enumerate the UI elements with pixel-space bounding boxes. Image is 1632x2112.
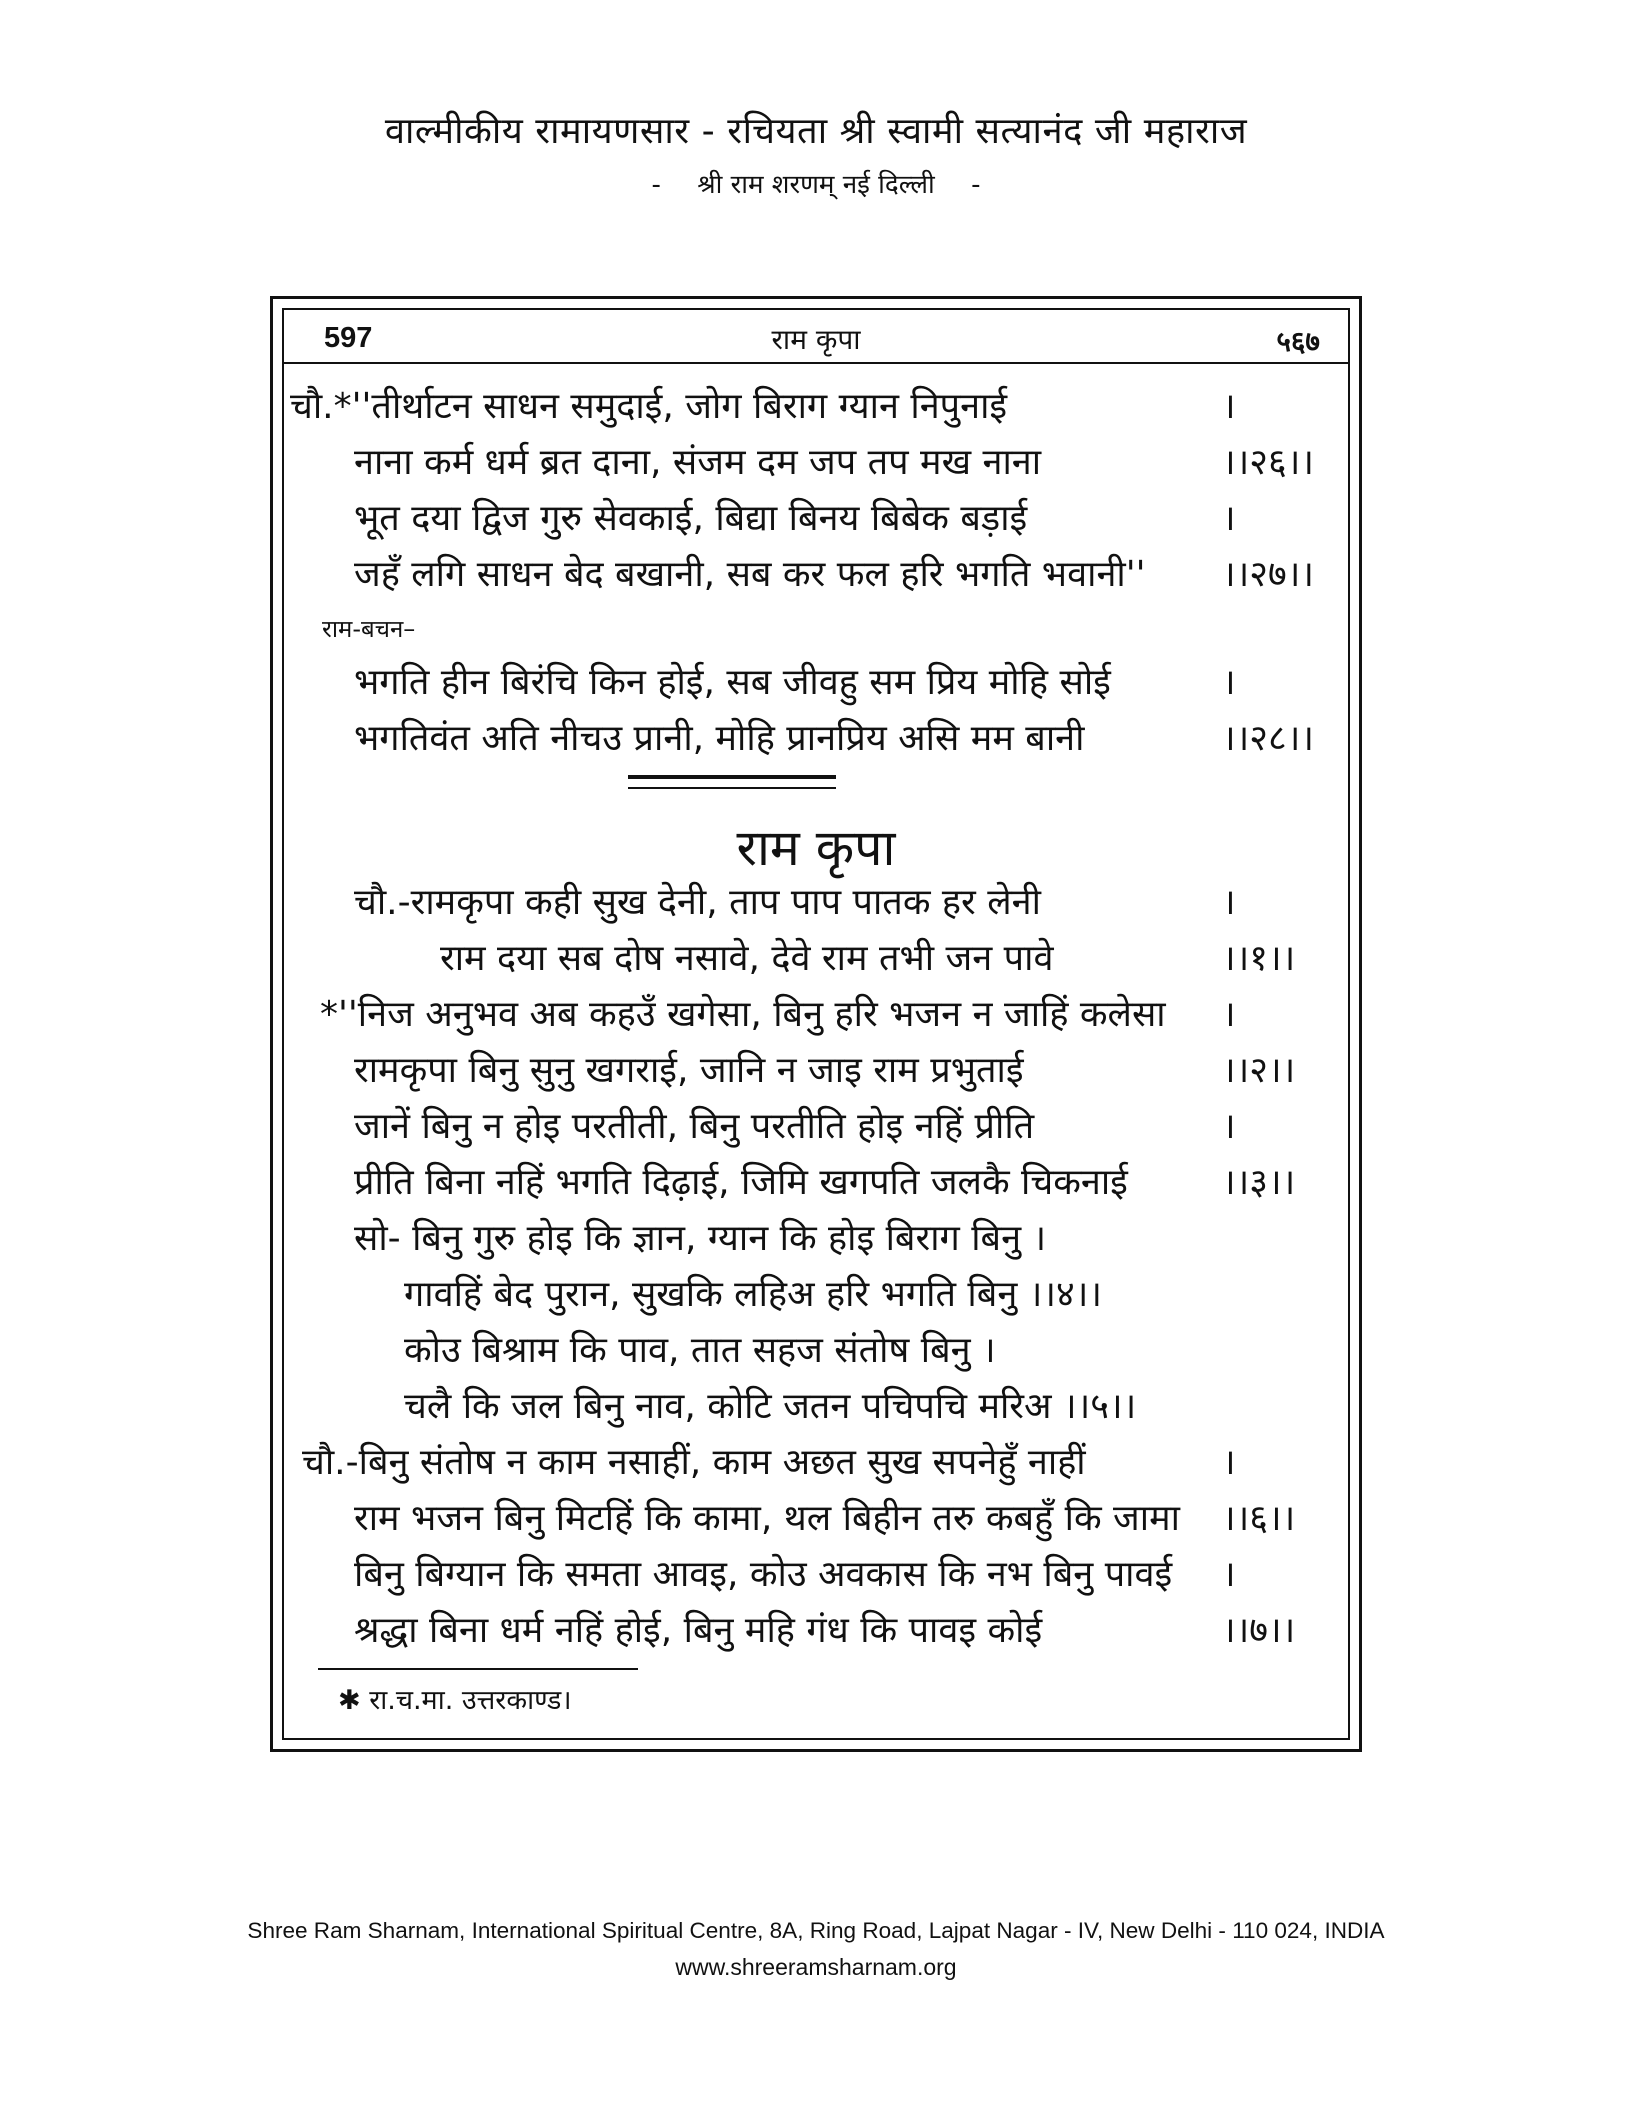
verse-text: राम भजन बिनु मिटहिं कि कामा, थल बिहीन तरु कबहुँ कि जामा bbox=[354, 1498, 1180, 1539]
verse-text: चलै कि जल बिनु नाव, कोटि जतन पचिपचि मरिअ ।।५।। bbox=[404, 1386, 1137, 1427]
document-header-subtitle bbox=[0, 165, 1632, 201]
header-rule bbox=[284, 362, 1348, 364]
section-divider-thick bbox=[628, 775, 836, 779]
section-divider-thin bbox=[628, 787, 836, 789]
verse-text: गावहिं बेद पुरान, सुखकि लहिअ हरि भगति बिनु ।।४।। bbox=[404, 1274, 1103, 1315]
verse-text: चौ.-रामकृपा कही सुख देनी, ताप पाप पातक हर लेनी bbox=[354, 882, 1041, 923]
verse-number: । bbox=[1222, 386, 1236, 427]
verse-text: राम दया सब दोष नसावे, देवे राम तभी जन पावे bbox=[440, 938, 1054, 979]
verse-text: भगति हीन बिरंचि किन होई, सब जीवहु सम प्रिय मोहि सोई bbox=[354, 662, 1111, 703]
verse-number: ।।३।। bbox=[1222, 1162, 1296, 1203]
verse-text: बिनु बिग्यान कि समता आवइ, कोउ अवकास कि नभ बिनु पावई bbox=[354, 1554, 1173, 1595]
page-top-bar bbox=[284, 318, 1348, 360]
footer-website[interactable]: www.shreeramsharnam.org bbox=[675, 1954, 957, 1980]
verse-number: ।।२६।। bbox=[1222, 442, 1315, 483]
verse-text: सो- बिनु गुरु होइ कि ज्ञान, ग्यान कि होइ बिराग बिनु । bbox=[354, 1218, 1047, 1259]
verse-text: जहँ लगि साधन बेद बखानी, सब कर फल हरि भगति भवानी'' bbox=[354, 554, 1146, 595]
verse-number: । bbox=[1222, 498, 1236, 539]
verse-text: *''निज अनुभव अब कहउँ खगेसा, बिनु हरि भजन न जाहिं कलेसा bbox=[320, 994, 1166, 1035]
footer-address: Shree Ram Sharnam, International Spiritual Centre, 8A, Ring Road, Lajpat Nagar - IV, New Delhi - 110 024, INDIA bbox=[247, 1918, 1385, 1943]
verse-number: । bbox=[1222, 1554, 1236, 1595]
verse-text: कोउ बिश्राम कि पाव, तात सहज संतोष बिनु । bbox=[404, 1330, 996, 1371]
footnote-rule bbox=[318, 1668, 638, 1670]
footnote: ✱ रा.च.मा. उत्तरकाण्ड। bbox=[338, 1685, 572, 1716]
page-number-latin: 597 bbox=[324, 322, 373, 354]
verse-number: ।।७।। bbox=[1222, 1610, 1296, 1651]
verse-text: भूत दया द्विज गुरु सेवकाई, बिद्या बिनय बिबेक बड़ाई bbox=[354, 498, 1028, 539]
verse-text: चौ.*''तीर्थाटन साधन समुदाई, जोग बिराग ग्यान निपुनाई bbox=[290, 386, 1008, 427]
verse-text: चौ.-बिनु संतोष न काम नसाहीं, काम अछत सुख सपनेहुँ नाहीं bbox=[302, 1442, 1086, 1483]
section-title: राम कृपा bbox=[736, 819, 896, 877]
subtitle-dash-right: - bbox=[971, 170, 981, 200]
verse-number: ।।६।। bbox=[1222, 1498, 1296, 1539]
verse-number: । bbox=[1222, 994, 1236, 1035]
speaker-label: राम-बचन– bbox=[322, 615, 416, 643]
document-header-title: वाल्मीकीय रामायणसार - रचियता श्री स्वामी सत्यानंद जी महाराज bbox=[384, 109, 1248, 152]
verse-number: । bbox=[1222, 1442, 1236, 1483]
verse-text: रामकृपा बिनु सुनु खगराई, जानि न जाइ राम प्रभुताई bbox=[354, 1050, 1024, 1091]
verse-number: ।।१।। bbox=[1222, 938, 1296, 979]
verse-text: नाना कर्म धर्म ब्रत दाना, संजम दम जप तप मख नाना bbox=[354, 442, 1042, 483]
subtitle-dash-left: - bbox=[651, 170, 661, 200]
verse-text: भगतिवंत अति नीचउ प्रानी, मोहि प्रानप्रिय असि मम बानी bbox=[354, 718, 1085, 759]
verse-text: जानें बिनु न होइ परतीती, बिनु परतीति होइ नहिं प्रीति bbox=[354, 1106, 1035, 1147]
verse-number: । bbox=[1222, 1106, 1236, 1147]
verse-text: श्रद्धा बिना धर्म नहिं होई, बिनु महि गंध कि पावइ कोई bbox=[354, 1610, 1043, 1651]
subtitle-center: श्री राम शरणम् नई दिल्ली bbox=[697, 170, 935, 200]
verse-number: ।।२७।। bbox=[1222, 554, 1315, 595]
verse-text: प्रीति बिना नहिं भगति दिढ़ाई, जिमि खगपति जलकै चिकनाई bbox=[354, 1162, 1128, 1203]
page-number-devanagari: ५६७ bbox=[1276, 325, 1320, 358]
verse-number: । bbox=[1222, 882, 1236, 923]
verse-number: ।।२८।। bbox=[1222, 718, 1315, 759]
verse-number: ।।२।। bbox=[1222, 1050, 1296, 1091]
verse-number: । bbox=[1222, 662, 1236, 703]
running-title: राम कृपा bbox=[771, 323, 861, 356]
